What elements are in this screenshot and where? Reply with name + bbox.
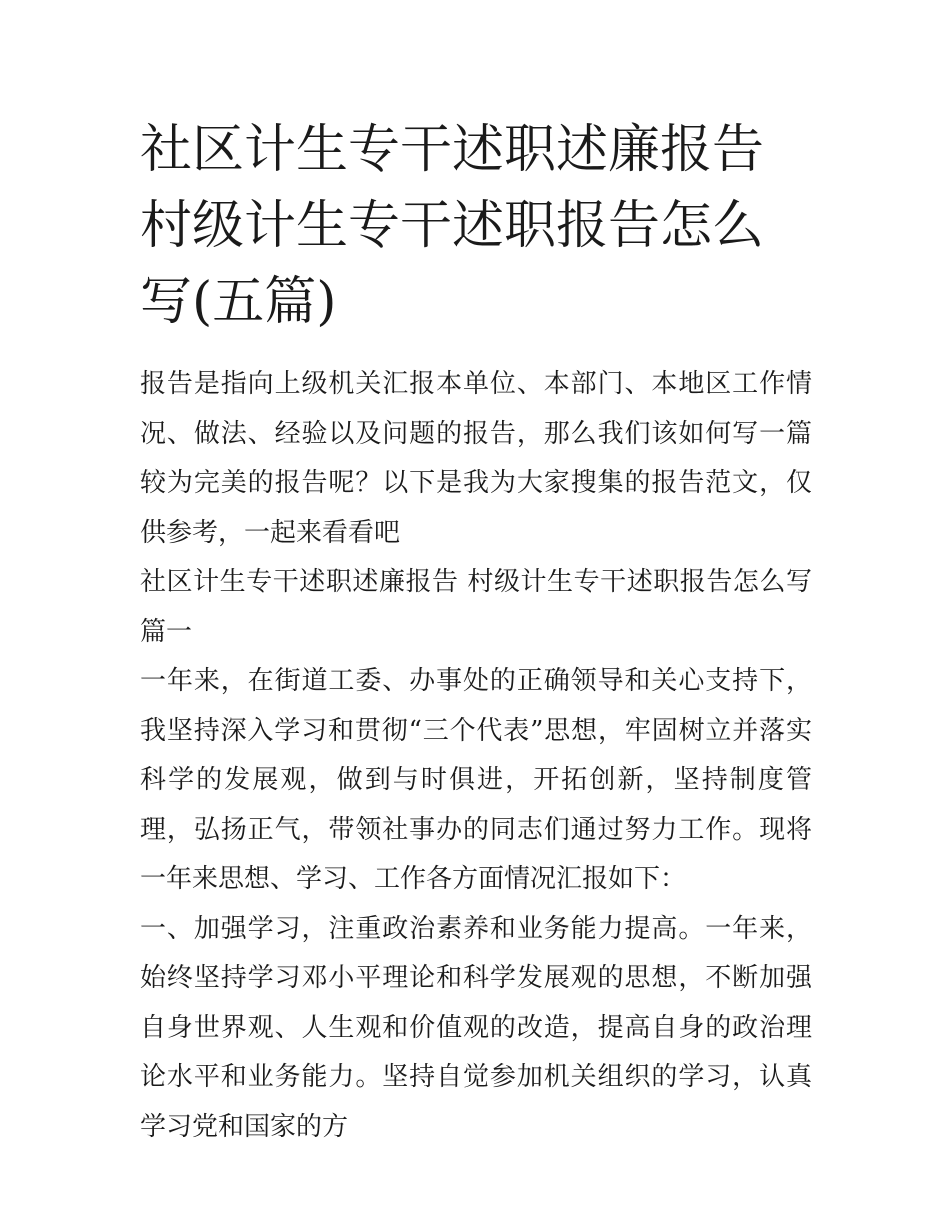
document-body bbox=[140, 360, 812, 1152]
section-heading: 社区计生专干述职述廉报告 村级计生专干述职报告怎么写篇一 bbox=[140, 567, 812, 647]
intro-paragraph: 报告是指向上级机关汇报本单位、本部门、本地区工作情况、做法、经验以及问题的报告，那么我们该如何写一篇较为完美的报告呢？以下是我为大家搜集的报告范文，仅供参考，一起来看看吧 bbox=[140, 369, 812, 548]
body-paragraph: 一年来，在街道工委、办事处的正确领导和关心支持下，我坚持深入学习和贯彻“三个代表”思想，牢固树立并落实科学的发展观，做到与时俱进，开拓创新，坚持制度管理，弘扬正气，带领社事办的同志们通过努力工作。现将一年来思想、学习、工作各方面情况汇报如下： bbox=[140, 666, 812, 894]
document-page bbox=[140, 112, 812, 1152]
body-paragraph: 一、加强学习，注重政治素养和业务能力提高。一年来，始终坚持学习邓小平理论和科学发展观的思想，不断加强自身世界观、人生观和价值观的改造，提高自身的政治理论水平和业务能力。坚持自觉参加机关组织的学习，认真学习党和国家的方 bbox=[140, 913, 812, 1142]
document-title: 社区计生专干述职述廉报告 村级计生专干述职报告怎么写(五篇) bbox=[140, 120, 765, 332]
